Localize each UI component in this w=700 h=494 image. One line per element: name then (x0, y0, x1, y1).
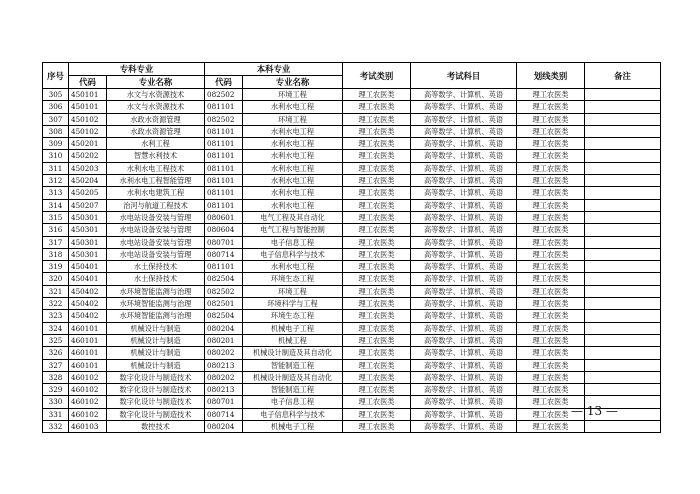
cell-zk-name: 数字化设计与制造技术 (107, 384, 205, 396)
cell-line-type: 理工农医类 (517, 150, 585, 162)
cell-bk-code: 082502 (205, 285, 243, 297)
cell-seq: 324 (43, 322, 69, 334)
cell-zk-name: 机械设计与制造 (107, 334, 205, 346)
cell-seq: 332 (43, 421, 69, 433)
cell-exam-subjects: 高等数学、计算机、英语 (411, 248, 517, 260)
cell-zk-name: 水电站设备安装与管理 (107, 248, 205, 260)
cell-line-type: 理工农医类 (517, 261, 585, 273)
cell-bk-code: 081101 (205, 162, 243, 174)
cell-bk-name: 智能制造工程 (243, 359, 343, 371)
table-row (43, 261, 661, 273)
table-row (43, 125, 661, 137)
table-row (43, 89, 661, 101)
cell-exam-subjects: 高等数学、计算机、英语 (411, 236, 517, 248)
table-row (43, 298, 661, 310)
cell-exam-type: 理工农医类 (343, 285, 411, 297)
cell-zk-code: 450101 (69, 89, 107, 101)
cell-exam-type: 理工农医类 (343, 273, 411, 285)
cell-zk-name: 数字化设计与制造技术 (107, 408, 205, 420)
cell-remark (585, 175, 661, 187)
cell-exam-subjects: 高等数学、计算机、英语 (411, 396, 517, 408)
cell-bk-code: 082504 (205, 310, 243, 322)
cell-line-type: 理工农医类 (517, 125, 585, 137)
cell-zk-name: 机械设计与制造 (107, 322, 205, 334)
cell-remark (585, 334, 661, 346)
cell-exam-type: 理工农医类 (343, 101, 411, 113)
table-row (43, 334, 661, 346)
cell-zk-name: 水电站设备安装与管理 (107, 236, 205, 248)
cell-zk-name: 水环境智能监测与治理 (107, 298, 205, 310)
header-exam-subjects: 考试科目 (411, 63, 517, 89)
cell-line-type: 理工农医类 (517, 224, 585, 236)
cell-bk-name: 电子信息工程 (243, 236, 343, 248)
cell-bk-name: 水利水电工程 (243, 125, 343, 137)
cell-remark (585, 89, 661, 101)
cell-bk-name: 环境工程 (243, 285, 343, 297)
cell-seq: 305 (43, 89, 69, 101)
table-row (43, 101, 661, 113)
cell-bk-code: 082504 (205, 273, 243, 285)
cell-zk-name: 智慧水利技术 (107, 150, 205, 162)
table-header (43, 63, 661, 89)
header-zk-code: 代码 (69, 76, 107, 89)
cell-zk-code: 460101 (69, 322, 107, 334)
cell-exam-subjects: 高等数学、计算机、英语 (411, 187, 517, 199)
table-row (43, 384, 661, 396)
cell-seq: 314 (43, 199, 69, 211)
cell-seq: 315 (43, 211, 69, 223)
cell-exam-type: 理工农医类 (343, 150, 411, 162)
table-row (43, 322, 661, 334)
header-bk-group: 本科专业 (205, 63, 343, 76)
cell-seq: 322 (43, 298, 69, 310)
cell-bk-code: 080714 (205, 408, 243, 420)
cell-bk-name: 电子信息科学与技术 (243, 408, 343, 420)
cell-exam-subjects: 高等数学、计算机、英语 (411, 285, 517, 297)
cell-exam-type: 理工农医类 (343, 421, 411, 433)
cell-bk-code: 080701 (205, 236, 243, 248)
header-remark: 备注 (585, 63, 661, 89)
cell-bk-code: 081101 (205, 138, 243, 150)
cell-bk-code: 080213 (205, 384, 243, 396)
cell-remark (585, 273, 661, 285)
cell-seq: 312 (43, 175, 69, 187)
cell-exam-type: 理工农医类 (343, 175, 411, 187)
cell-zk-name: 机械设计与制造 (107, 347, 205, 359)
cell-line-type: 理工农医类 (517, 187, 585, 199)
cell-exam-subjects: 高等数学、计算机、英语 (411, 224, 517, 236)
cell-bk-name: 电气工程及其自动化 (243, 211, 343, 223)
cell-zk-code: 460102 (69, 408, 107, 420)
cell-exam-subjects: 高等数学、计算机、英语 (411, 371, 517, 383)
cell-seq: 316 (43, 224, 69, 236)
cell-zk-name: 治河与航道工程技术 (107, 199, 205, 211)
cell-zk-code: 450301 (69, 248, 107, 260)
cell-zk-code: 450202 (69, 150, 107, 162)
cell-line-type: 理工农医类 (517, 101, 585, 113)
cell-zk-code: 460101 (69, 347, 107, 359)
cell-exam-type: 理工农医类 (343, 371, 411, 383)
cell-line-type: 理工农医类 (517, 175, 585, 187)
cell-exam-type: 理工农医类 (343, 138, 411, 150)
cell-seq: 328 (43, 371, 69, 383)
table-row (43, 421, 661, 433)
cell-zk-name: 水利工程 (107, 138, 205, 150)
table-row (43, 236, 661, 248)
cell-line-type: 理工农医类 (517, 236, 585, 248)
cell-remark (585, 199, 661, 211)
cell-seq: 310 (43, 150, 69, 162)
cell-exam-type: 理工农医类 (343, 89, 411, 101)
cell-remark (585, 421, 661, 433)
cell-line-type: 理工农医类 (517, 248, 585, 260)
cell-zk-code: 450301 (69, 224, 107, 236)
cell-zk-name: 水土保持技术 (107, 261, 205, 273)
cell-remark (585, 310, 661, 322)
cell-bk-name: 智能制造工程 (243, 384, 343, 396)
cell-exam-subjects: 高等数学、计算机、英语 (411, 322, 517, 334)
cell-bk-code: 080202 (205, 371, 243, 383)
cell-zk-code: 450402 (69, 285, 107, 297)
cell-line-type: 理工农医类 (517, 421, 585, 433)
cell-seq: 331 (43, 408, 69, 420)
cell-zk-code: 450402 (69, 298, 107, 310)
cell-zk-name: 数字化设计与制造技术 (107, 396, 205, 408)
table-row (43, 199, 661, 211)
cell-bk-name: 机械电子工程 (243, 421, 343, 433)
cell-zk-code: 450401 (69, 261, 107, 273)
cell-zk-name: 水政水资源管理 (107, 113, 205, 125)
table-row (43, 187, 661, 199)
cell-line-type: 理工农医类 (517, 285, 585, 297)
cell-line-type: 理工农医类 (517, 199, 585, 211)
cell-exam-subjects: 高等数学、计算机、英语 (411, 175, 517, 187)
table-row (43, 138, 661, 150)
cell-bk-code: 082501 (205, 298, 243, 310)
cell-seq: 318 (43, 248, 69, 260)
cell-exam-subjects: 高等数学、计算机、英语 (411, 273, 517, 285)
cell-exam-subjects: 高等数学、计算机、英语 (411, 113, 517, 125)
table-row (43, 113, 661, 125)
cell-exam-subjects: 高等数学、计算机、英语 (411, 359, 517, 371)
cell-remark (585, 248, 661, 260)
cell-bk-name: 水利水电工程 (243, 175, 343, 187)
cell-remark (585, 359, 661, 371)
cell-line-type: 理工农医类 (517, 113, 585, 125)
cell-exam-type: 理工农医类 (343, 261, 411, 273)
cell-exam-type: 理工农医类 (343, 187, 411, 199)
cell-seq: 313 (43, 187, 69, 199)
cell-exam-type: 理工农医类 (343, 396, 411, 408)
table-row (43, 359, 661, 371)
cell-bk-code: 081101 (205, 125, 243, 137)
cell-bk-name: 水利水电工程 (243, 199, 343, 211)
cell-line-type: 理工农医类 (517, 359, 585, 371)
cell-exam-type: 理工农医类 (343, 322, 411, 334)
cell-zk-code: 450101 (69, 101, 107, 113)
cell-bk-code: 081101 (205, 261, 243, 273)
cell-seq: 323 (43, 310, 69, 322)
header-bk-code: 代码 (205, 76, 243, 89)
cell-zk-code: 450102 (69, 113, 107, 125)
cell-seq: 325 (43, 334, 69, 346)
cell-zk-name: 水电站设备安装与管理 (107, 211, 205, 223)
cell-exam-subjects: 高等数学、计算机、英语 (411, 138, 517, 150)
cell-exam-type: 理工农医类 (343, 359, 411, 371)
cell-exam-subjects: 高等数学、计算机、英语 (411, 334, 517, 346)
cell-bk-code: 081101 (205, 175, 243, 187)
cell-bk-code: 080601 (205, 211, 243, 223)
cell-exam-subjects: 高等数学、计算机、英语 (411, 384, 517, 396)
cell-zk-name: 数控技术 (107, 421, 205, 433)
cell-zk-code: 460103 (69, 421, 107, 433)
cell-zk-code: 460102 (69, 396, 107, 408)
cell-zk-code: 450205 (69, 187, 107, 199)
cell-zk-name: 机械设计与制造 (107, 359, 205, 371)
cell-line-type: 理工农医类 (517, 298, 585, 310)
cell-seq: 329 (43, 384, 69, 396)
table-row (43, 162, 661, 174)
header-zk-name: 专业名称 (107, 76, 205, 89)
cell-remark (585, 224, 661, 236)
cell-bk-name: 水利水电工程 (243, 261, 343, 273)
cell-bk-code: 082502 (205, 89, 243, 101)
cell-seq: 307 (43, 113, 69, 125)
cell-zk-code: 450201 (69, 138, 107, 150)
table-row (43, 175, 661, 187)
cell-bk-code: 081101 (205, 199, 243, 211)
cell-exam-subjects: 高等数学、计算机、英语 (411, 421, 517, 433)
cell-zk-name: 水利水电建筑工程 (107, 187, 205, 199)
major-mapping-table (42, 62, 661, 433)
cell-line-type: 理工农医类 (517, 162, 585, 174)
cell-bk-code: 082502 (205, 113, 243, 125)
cell-line-type: 理工农医类 (517, 384, 585, 396)
cell-bk-code: 080213 (205, 359, 243, 371)
cell-exam-type: 理工农医类 (343, 384, 411, 396)
cell-exam-subjects: 高等数学、计算机、英语 (411, 101, 517, 113)
cell-seq: 327 (43, 359, 69, 371)
cell-exam-subjects: 高等数学、计算机、英语 (411, 125, 517, 137)
cell-line-type: 理工农医类 (517, 89, 585, 101)
cell-remark (585, 138, 661, 150)
table-row (43, 347, 661, 359)
cell-zk-code: 450102 (69, 125, 107, 137)
header-bk-name: 专业名称 (243, 76, 343, 89)
cell-bk-code: 081101 (205, 150, 243, 162)
cell-exam-type: 理工农医类 (343, 334, 411, 346)
cell-bk-name: 机械设计制造及其自动化 (243, 347, 343, 359)
header-line-type: 划线类别 (517, 63, 585, 89)
cell-bk-name: 机械电子工程 (243, 322, 343, 334)
cell-zk-name: 水文与水资源技术 (107, 89, 205, 101)
table-row (43, 310, 661, 322)
cell-zk-code: 460101 (69, 359, 107, 371)
cell-zk-code: 450203 (69, 162, 107, 174)
cell-remark (585, 298, 661, 310)
cell-bk-name: 机械设计制造及其自动化 (243, 371, 343, 383)
table-row (43, 285, 661, 297)
cell-zk-code: 450401 (69, 273, 107, 285)
table-row (43, 408, 661, 420)
cell-zk-code: 460102 (69, 371, 107, 383)
page-number: — 13 — (571, 404, 618, 418)
cell-remark (585, 101, 661, 113)
table-row (43, 224, 661, 236)
cell-exam-subjects: 高等数学、计算机、英语 (411, 261, 517, 273)
cell-line-type: 理工农医类 (517, 396, 585, 408)
cell-remark (585, 113, 661, 125)
cell-exam-type: 理工农医类 (343, 236, 411, 248)
cell-exam-type: 理工农医类 (343, 310, 411, 322)
cell-remark (585, 371, 661, 383)
cell-line-type: 理工农医类 (517, 347, 585, 359)
cell-line-type: 理工农医类 (517, 334, 585, 346)
table-row (43, 396, 661, 408)
cell-zk-name: 水利水电工程技术 (107, 162, 205, 174)
cell-bk-name: 环境生态工程 (243, 273, 343, 285)
cell-exam-subjects: 高等数学、计算机、英语 (411, 408, 517, 420)
cell-exam-subjects: 高等数学、计算机、英语 (411, 162, 517, 174)
cell-zk-name: 水政水资源管理 (107, 125, 205, 137)
cell-seq: 320 (43, 273, 69, 285)
cell-zk-name: 水利水电工程智能管理 (107, 175, 205, 187)
cell-remark (585, 187, 661, 199)
table-row (43, 273, 661, 285)
cell-line-type: 理工农医类 (517, 408, 585, 420)
cell-bk-code: 080604 (205, 224, 243, 236)
cell-zk-name: 水环境智能监测与治理 (107, 310, 205, 322)
cell-exam-subjects: 高等数学、计算机、英语 (411, 89, 517, 101)
cell-seq: 306 (43, 101, 69, 113)
cell-exam-type: 理工农医类 (343, 113, 411, 125)
header-seq: 序号 (43, 63, 69, 89)
cell-zk-code: 450207 (69, 199, 107, 211)
cell-remark (585, 261, 661, 273)
cell-exam-type: 理工农医类 (343, 199, 411, 211)
cell-bk-code: 081101 (205, 187, 243, 199)
cell-zk-code: 450301 (69, 236, 107, 248)
cell-remark (585, 125, 661, 137)
cell-zk-code: 450402 (69, 310, 107, 322)
cell-remark (585, 347, 661, 359)
header-exam-type: 考试类别 (343, 63, 411, 89)
cell-zk-code: 450204 (69, 175, 107, 187)
cell-remark (585, 211, 661, 223)
cell-seq: 321 (43, 285, 69, 297)
cell-exam-type: 理工农医类 (343, 125, 411, 137)
cell-bk-name: 水利水电工程 (243, 150, 343, 162)
cell-remark (585, 384, 661, 396)
cell-bk-name: 环境生态工程 (243, 310, 343, 322)
cell-remark (585, 285, 661, 297)
cell-remark (585, 150, 661, 162)
cell-bk-name: 环境工程 (243, 113, 343, 125)
cell-exam-subjects: 高等数学、计算机、英语 (411, 211, 517, 223)
cell-line-type: 理工农医类 (517, 273, 585, 285)
cell-bk-name: 环境工程 (243, 89, 343, 101)
cell-exam-type: 理工农医类 (343, 347, 411, 359)
cell-bk-name: 水利水电工程 (243, 138, 343, 150)
cell-zk-name: 水电站设备安装与管理 (107, 224, 205, 236)
cell-exam-subjects: 高等数学、计算机、英语 (411, 310, 517, 322)
cell-remark (585, 322, 661, 334)
cell-zk-name: 数字化设计与制造技术 (107, 371, 205, 383)
cell-bk-name: 水利水电工程 (243, 162, 343, 174)
table-body (43, 89, 661, 433)
cell-seq: 319 (43, 261, 69, 273)
cell-bk-code: 080701 (205, 396, 243, 408)
cell-bk-code: 080201 (205, 334, 243, 346)
cell-exam-type: 理工农医类 (343, 162, 411, 174)
cell-seq: 326 (43, 347, 69, 359)
cell-exam-type: 理工农医类 (343, 298, 411, 310)
cell-exam-subjects: 高等数学、计算机、英语 (411, 347, 517, 359)
cell-line-type: 理工农医类 (517, 310, 585, 322)
cell-line-type: 理工农医类 (517, 322, 585, 334)
cell-bk-code: 081101 (205, 101, 243, 113)
table-row (43, 248, 661, 260)
cell-bk-code: 080202 (205, 347, 243, 359)
table-row (43, 150, 661, 162)
cell-line-type: 理工农医类 (517, 371, 585, 383)
cell-zk-code: 460102 (69, 384, 107, 396)
cell-bk-name: 机械工程 (243, 334, 343, 346)
table-row (43, 371, 661, 383)
cell-seq: 330 (43, 396, 69, 408)
cell-remark (585, 162, 661, 174)
cell-bk-name: 电子信息工程 (243, 396, 343, 408)
cell-exam-type: 理工农医类 (343, 211, 411, 223)
header-zk-group: 专科专业 (69, 63, 205, 76)
table-row (43, 211, 661, 223)
cell-bk-name: 环境科学与工程 (243, 298, 343, 310)
cell-seq: 311 (43, 162, 69, 174)
cell-zk-code: 450301 (69, 211, 107, 223)
cell-seq: 308 (43, 125, 69, 137)
cell-zk-name: 水环境智能监测与治理 (107, 285, 205, 297)
cell-bk-name: 水利水电工程 (243, 187, 343, 199)
cell-exam-type: 理工农医类 (343, 248, 411, 260)
cell-bk-code: 080204 (205, 322, 243, 334)
cell-exam-type: 理工农医类 (343, 224, 411, 236)
cell-bk-name: 水利水电工程 (243, 101, 343, 113)
cell-bk-name: 电子信息科学与技术 (243, 248, 343, 260)
cell-zk-name: 水土保持技术 (107, 273, 205, 285)
cell-seq: 317 (43, 236, 69, 248)
cell-exam-type: 理工农医类 (343, 408, 411, 420)
cell-seq: 309 (43, 138, 69, 150)
cell-zk-code: 460101 (69, 334, 107, 346)
cell-line-type: 理工农医类 (517, 211, 585, 223)
cell-bk-code: 080204 (205, 421, 243, 433)
cell-zk-name: 水文与水资源技术 (107, 101, 205, 113)
cell-remark (585, 236, 661, 248)
cell-exam-subjects: 高等数学、计算机、英语 (411, 298, 517, 310)
cell-bk-code: 080714 (205, 248, 243, 260)
cell-bk-name: 电气工程与智能控制 (243, 224, 343, 236)
cell-exam-subjects: 高等数学、计算机、英语 (411, 150, 517, 162)
cell-line-type: 理工农医类 (517, 138, 585, 150)
cell-exam-subjects: 高等数学、计算机、英语 (411, 199, 517, 211)
